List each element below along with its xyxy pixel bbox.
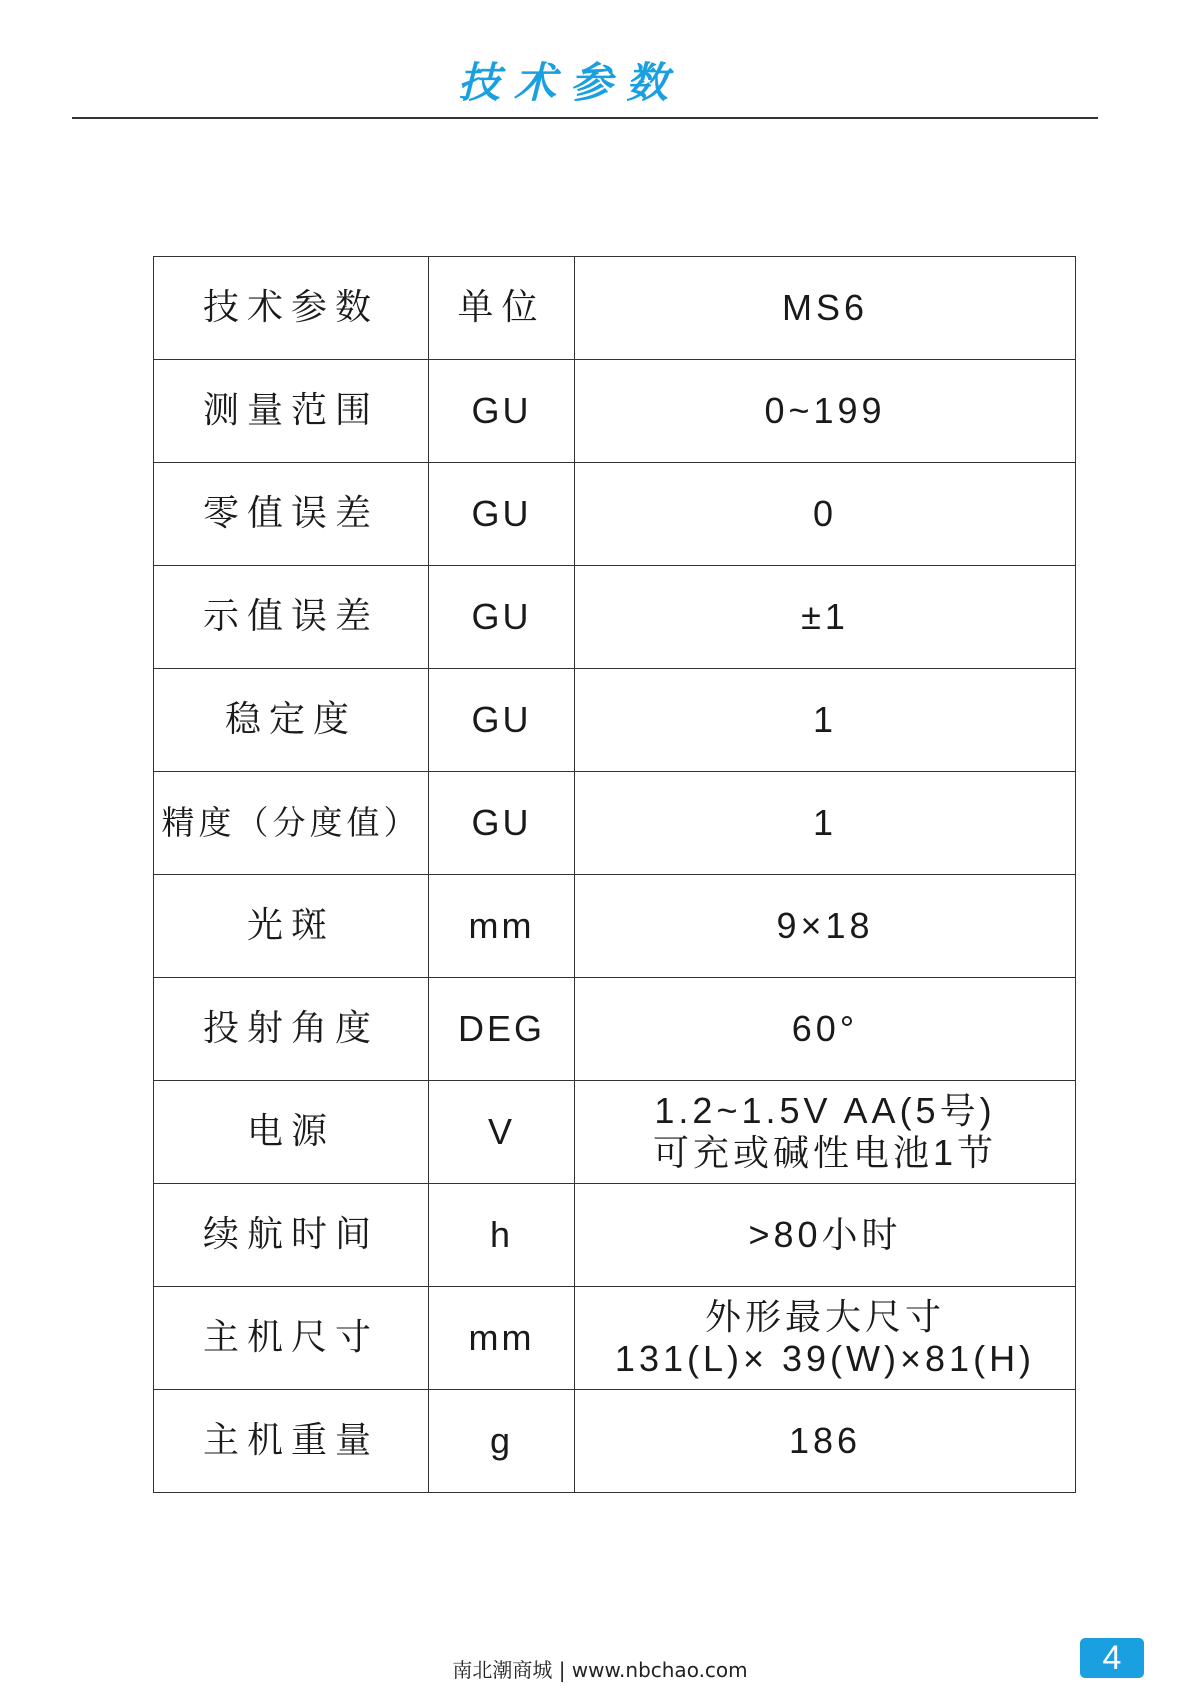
param-name: 光斑 xyxy=(154,875,429,978)
table-row xyxy=(154,360,1076,463)
param-name: 稳定度 xyxy=(154,669,429,772)
param-name: 零值误差 xyxy=(154,463,429,566)
table-row xyxy=(154,875,1076,978)
header-name-cell: 技术参数 xyxy=(154,257,429,360)
table-header-row xyxy=(154,257,1076,360)
page-number-badge: 4 xyxy=(1080,1638,1144,1678)
param-unit: mm xyxy=(429,1287,575,1390)
title-divider xyxy=(72,117,1098,119)
param-value xyxy=(575,978,1076,1081)
param-value xyxy=(575,566,1076,669)
table-row xyxy=(154,978,1076,1081)
param-value-line: 1.2~1.5V AA(5号) xyxy=(654,1090,996,1131)
table-row xyxy=(154,1081,1076,1184)
param-value xyxy=(575,1081,1076,1184)
param-value-line: 外形最大尺寸 xyxy=(704,1296,945,1337)
param-value xyxy=(575,1184,1076,1287)
param-value xyxy=(575,1287,1076,1390)
table-row xyxy=(154,1287,1076,1390)
param-value-line: >80小时 xyxy=(748,1214,902,1255)
param-name: 投射角度 xyxy=(154,978,429,1081)
param-name: 精度（分度值） xyxy=(154,772,429,875)
param-value-line: ±1 xyxy=(801,596,849,637)
spec-table xyxy=(153,256,1076,1493)
param-unit: h xyxy=(429,1184,575,1287)
table-row xyxy=(154,1390,1076,1493)
param-unit: GU xyxy=(429,360,575,463)
table-row xyxy=(154,1184,1076,1287)
param-name: 主机尺寸 xyxy=(154,1287,429,1390)
param-unit: GU xyxy=(429,669,575,772)
param-value-line: 60° xyxy=(791,1008,859,1049)
param-value xyxy=(575,875,1076,978)
table-row xyxy=(154,772,1076,875)
param-name: 示值误差 xyxy=(154,566,429,669)
param-unit: GU xyxy=(429,772,575,875)
param-value xyxy=(575,669,1076,772)
param-value-line: 131(L)× 39(W)×81(H) xyxy=(614,1338,1036,1379)
param-unit: GU xyxy=(429,463,575,566)
param-value-line: 9×18 xyxy=(776,905,874,946)
param-value-line: 可充或碱性电池1节 xyxy=(652,1132,998,1173)
page-title: 技术参数 xyxy=(457,58,682,107)
param-value-line: 0~199 xyxy=(764,390,886,431)
param-value xyxy=(575,1390,1076,1493)
table-row xyxy=(154,669,1076,772)
param-value xyxy=(575,772,1076,875)
param-unit: mm xyxy=(429,875,575,978)
param-name: 测量范围 xyxy=(154,360,429,463)
param-value-line: 186 xyxy=(788,1420,862,1461)
param-unit: g xyxy=(429,1390,575,1493)
param-value xyxy=(575,463,1076,566)
param-value-line: 1 xyxy=(812,699,838,740)
header-unit-cell: 单位 xyxy=(429,257,575,360)
param-unit: DEG xyxy=(429,978,575,1081)
header-model-cell: MS6 xyxy=(575,257,1076,360)
param-value-line: 1 xyxy=(812,802,838,843)
table-row xyxy=(154,463,1076,566)
param-unit: V xyxy=(429,1081,575,1184)
param-name: 电源 xyxy=(154,1081,429,1184)
param-unit: GU xyxy=(429,566,575,669)
footer-site-text: 南北潮商城 | www.nbchao.com xyxy=(452,1658,748,1682)
param-name: 主机重量 xyxy=(154,1390,429,1493)
table-row xyxy=(154,566,1076,669)
param-name: 续航时间 xyxy=(154,1184,429,1287)
param-value-line: 0 xyxy=(812,493,838,534)
param-value xyxy=(575,360,1076,463)
